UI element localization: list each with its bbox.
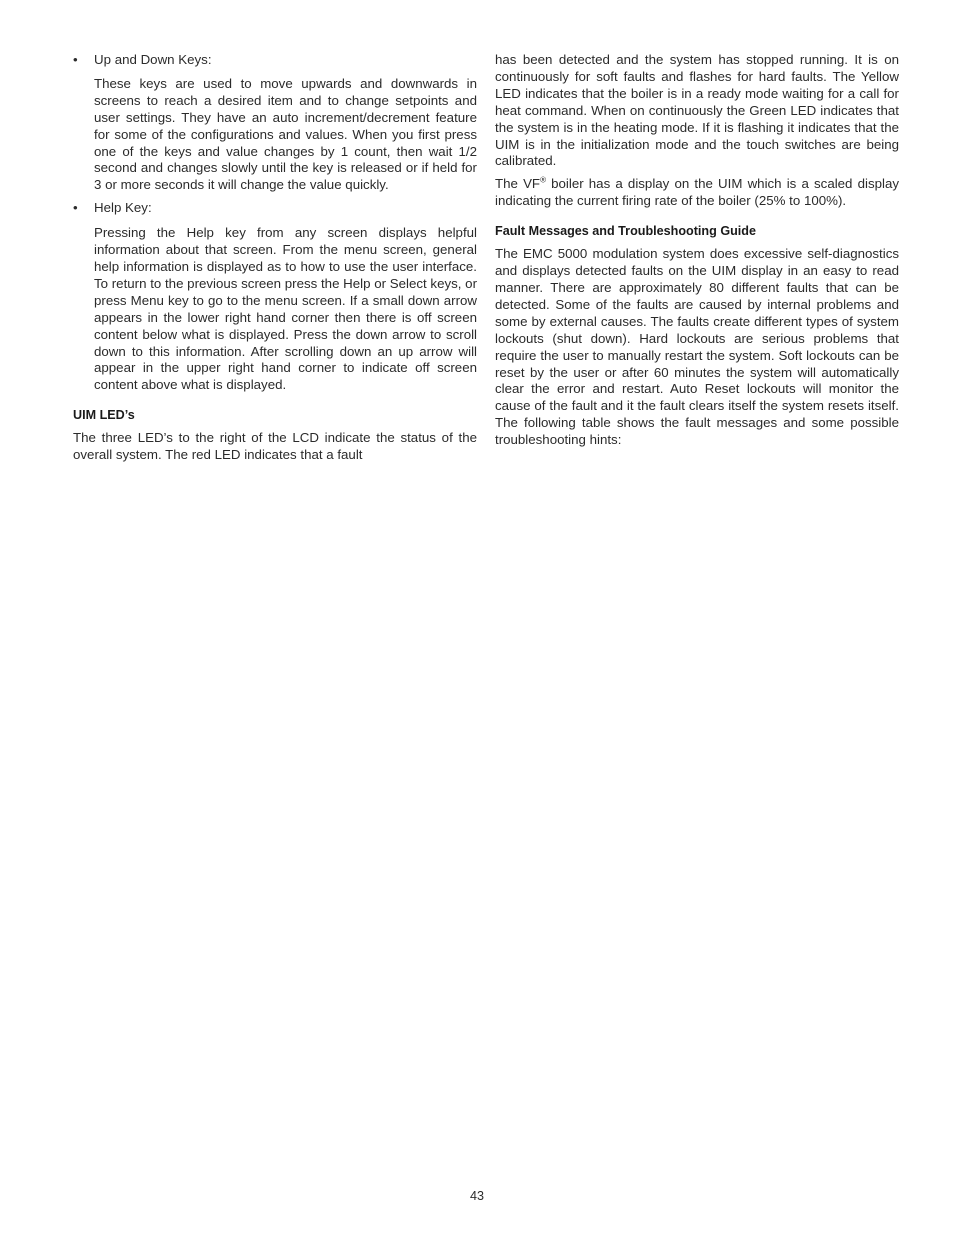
- up-down-keys-paragraph: These keys are used to move upwards and downwards in screens to reach a desired item and to change setpoints and user settings. They have an auto increment/decrement feature for some of the configurations and values. When you first press one of the keys and value changes by 1 count, then wait 1/2 second and changes slowly until the key is released or if held for 3 or more seconds it will change the value quickly.: [94, 75, 477, 193]
- bullet-label: Help Key:: [94, 200, 152, 216]
- vf-text: boiler has a display on the UIM which is a scaled display indicating the current firing rate of the boiler (25% to 100%).: [495, 176, 899, 209]
- led-continued-paragraph: has been detected and the system has stopped running. It is on continuously for soft faults and flashes for hard faults. The Yellow LED indicates that the boiler is in a ready mode waiting for a call for heat command. When on continuously the Green LED indicates that the system is in the heating mode. If it is flashing it indicates that the UIM is in the initialization mode and the touch switches are being calibrated.: [495, 52, 899, 169]
- uim-leds-paragraph: The three LED’s to the right of the LCD indicate the status of the overall system. The red LED indicates that a fault: [73, 430, 477, 463]
- bullet-up-down-keys: [73, 52, 477, 69]
- left-column: [73, 52, 477, 464]
- right-column: [495, 52, 899, 449]
- help-key-paragraph: Pressing the Help key from any screen displays helpful information about that screen. From the menu screen, general help information is displayed as to how to use the user interface. To return to the previous screen press the Help or Select keys, or press Menu key to go to the menu screen. If a small down arrow appears in the lower right hand corner then there is off screen content below what is displayed. Press the down arrow to scroll down to this information. After scrolling down an up arrow will appear in the upper right hand corner to indicate off screen content above what is displayed.: [94, 225, 477, 393]
- page-number: 43: [469, 1189, 484, 1203]
- bullet-dot: •: [73, 200, 78, 216]
- vf-prefix: The VF: [495, 176, 541, 192]
- vf-display-paragraph: [495, 176, 899, 210]
- fault-messages-paragraph: The EMC 5000 modulation system does excessive self-diagnostics and displays detected faults on the UIM display in an easy to read manner. There are approximately 80 different faults that can be detected. Some of the faults are caused by internal problems and some by external causes. The faults create different types of system lockouts (shut down). Hard lockouts are serious problems that require the user to manually restart the system. Soft lockouts can be reset by the user or after 60 minutes the system will automatically clear the error and restart. Auto Reset lockouts will monitor the cause of the fault and it the fault clears itself the system resets itself. The following table shows the fault messages and some possible troubleshooting hints:: [495, 246, 899, 448]
- registered-mark: ®: [540, 175, 546, 185]
- bullet-label: Up and Down Keys:: [94, 52, 212, 67]
- bullet-dot: •: [73, 52, 78, 67]
- section-heading-uim-leds: UIM LED’s: [73, 408, 135, 423]
- section-heading-fault-messages: Fault Messages and Troubleshooting Guide: [495, 224, 757, 239]
- bullet-help-key: [73, 200, 477, 217]
